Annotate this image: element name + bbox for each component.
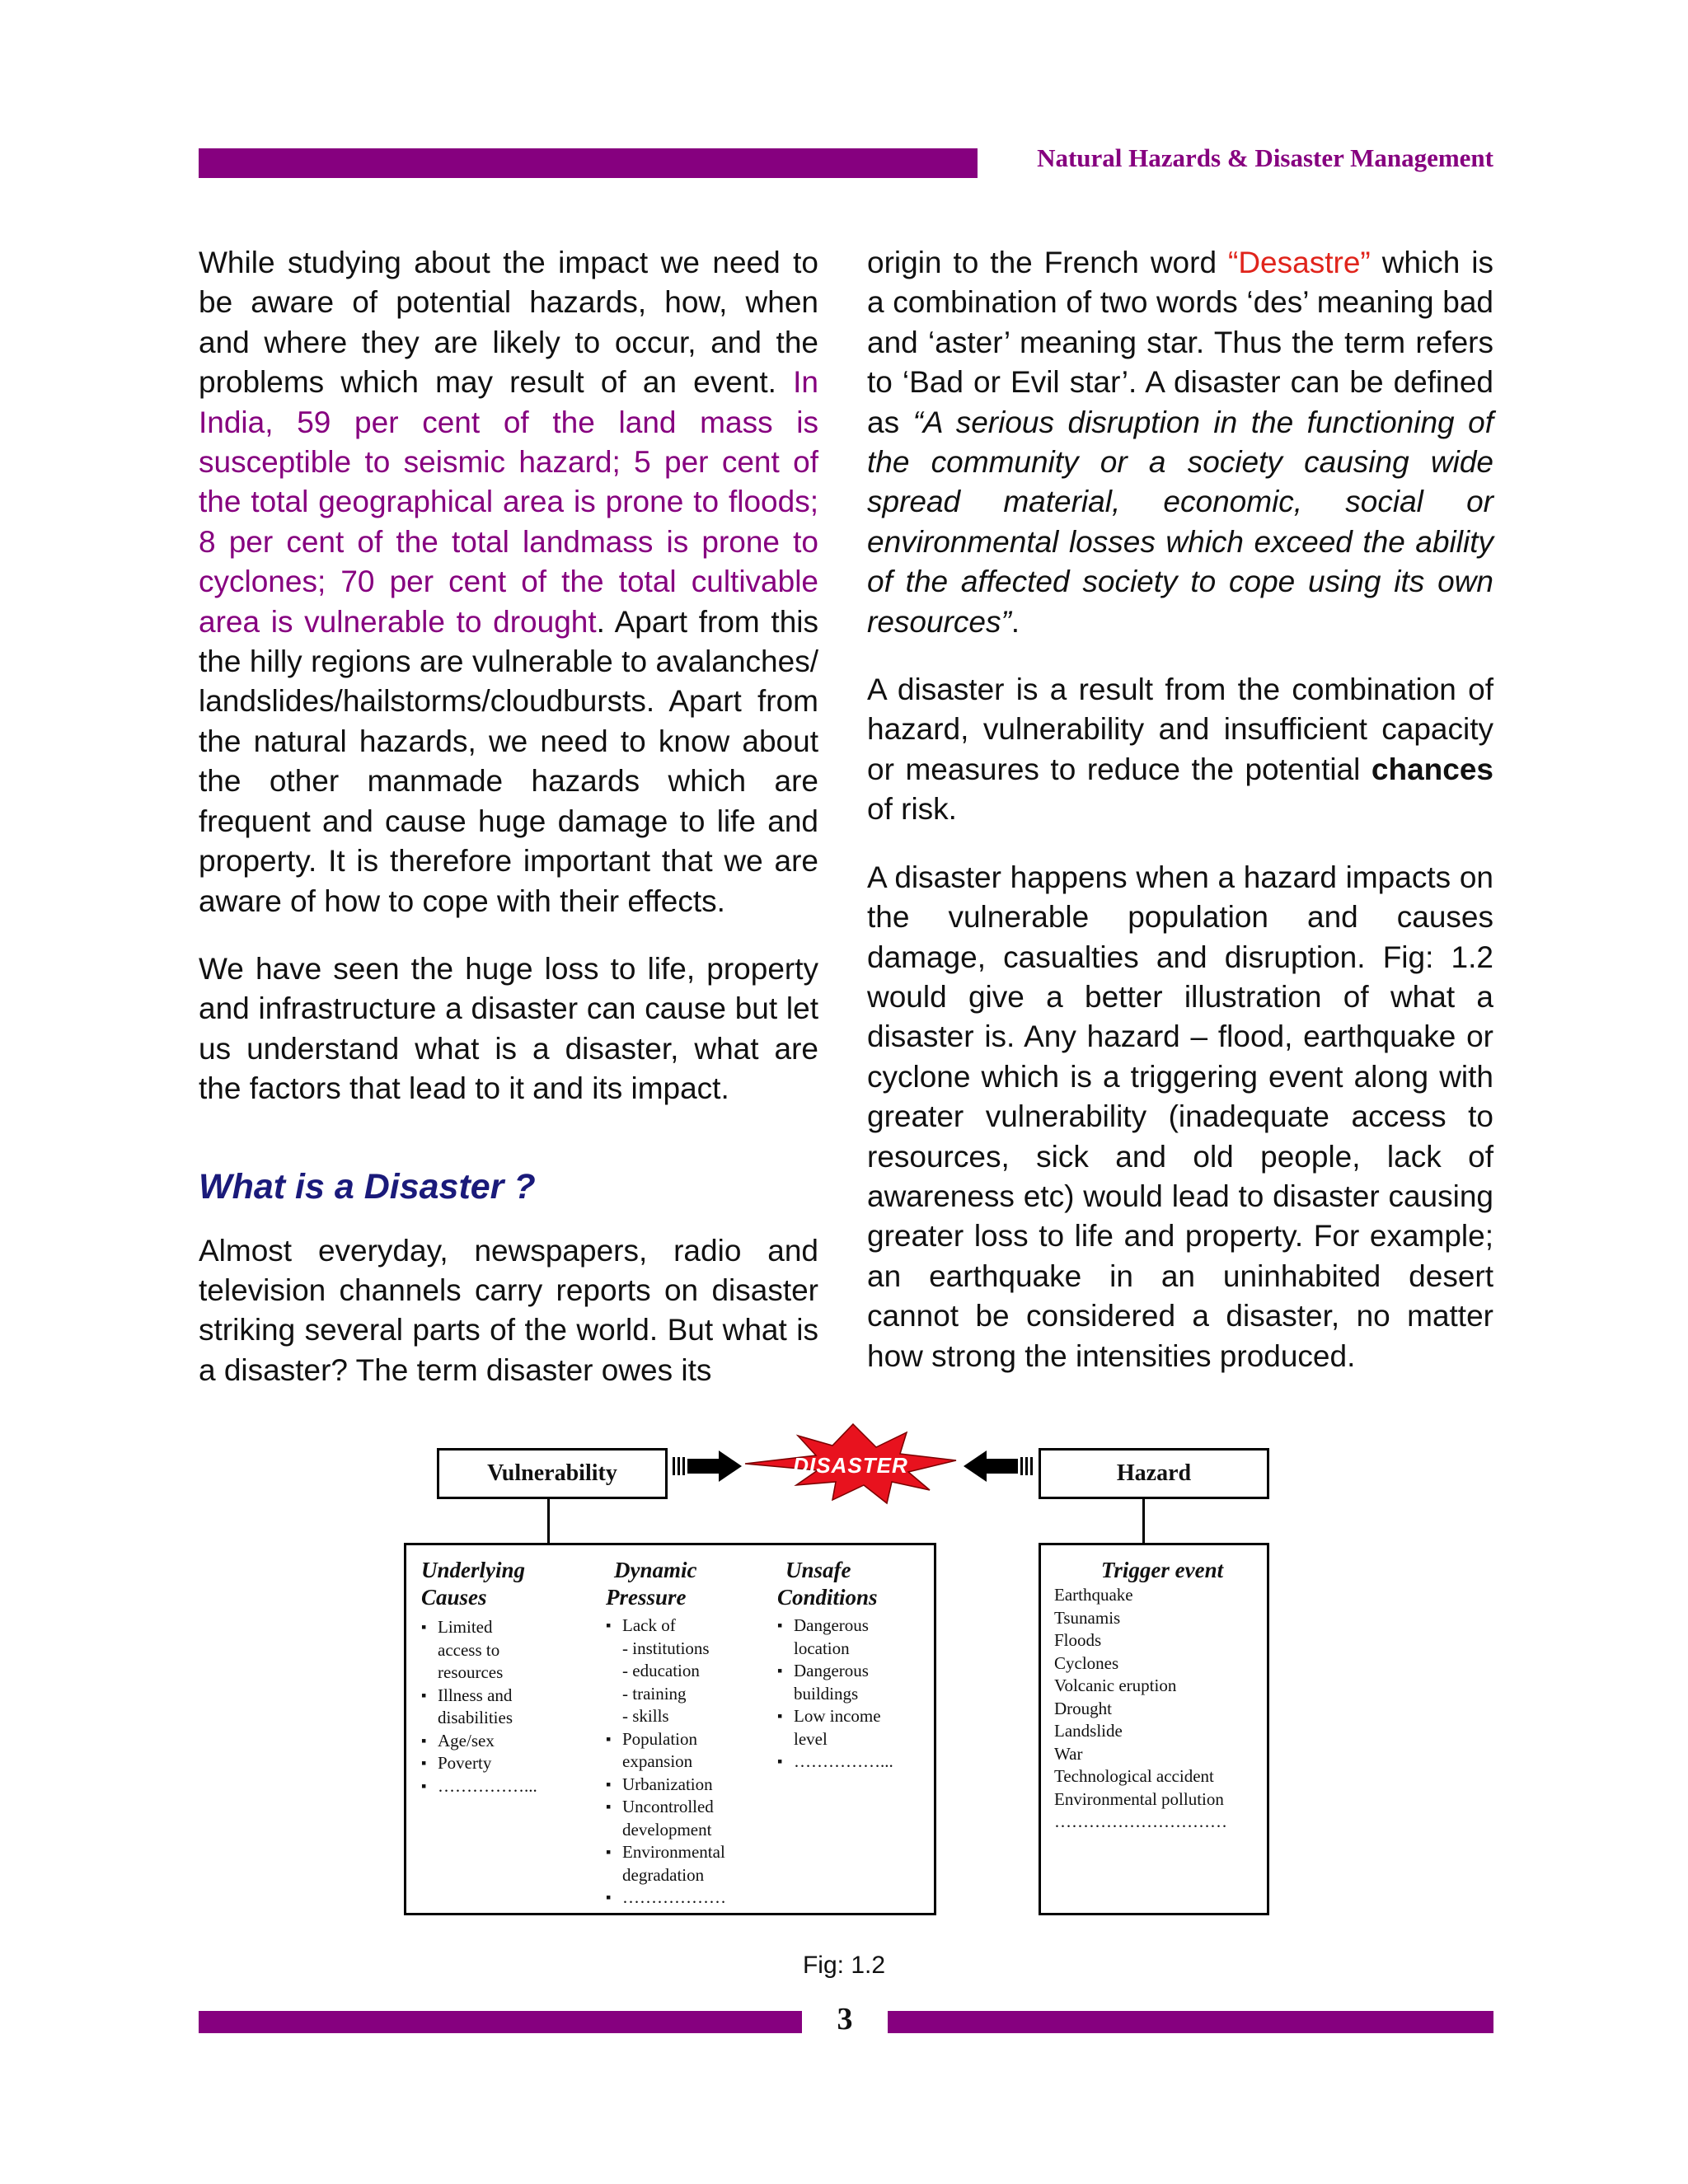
origin-text: origin to the French word [867,246,1229,279]
underlying-causes-heading: Underlying Causes [421,1558,526,1610]
list-item: Technological accident [1054,1766,1214,1786]
list-item: ▪ Poverty [421,1752,603,1775]
disaster-diagram [396,1418,1294,1945]
figure-caption: Fig: 1.2 [802,1952,886,1979]
quote-end: . [1010,604,1020,639]
left-column [199,243,818,1390]
list-item: ▪ ……………... [777,1750,926,1774]
intro-text: While studying about the impact we need to be aware of potential hazards, how, when and where they are likely to occur, and the problems which may result of an event. [199,246,818,400]
dynamic-pressure-heading: Dynamic Pressure [606,1558,697,1610]
paragraph-intro [199,243,818,921]
list-item: - training [622,1683,687,1704]
dynamic-pressure-column [606,1557,754,1910]
trigger-event-heading: Trigger event [1100,1558,1224,1582]
definition-quote: “A serious disruption in the functioning of the community or a society causing wide spread material, economic, social or environmental losses which exceed the ability of the affected society to cope using its own resources” [867,405,1493,639]
list-item: ▪ Lack of [606,1615,754,1638]
list-item: ▪ Population expansion [606,1728,721,1774]
vulnerability-connector [547,1497,550,1543]
bold-word: chances [1371,752,1493,786]
list-item: Cyclones [1054,1652,1119,1673]
paragraph-disaster-happens: A disaster happens when a hazard impacts on the vulnerable population and causes damage, casualties and disruption. Fig: 1.2 would give a better illustration of what a disaster is. Any hazard – flood, earthquake or cyclone which is a triggering event along with greater vulnerability (inadequate access to resources, sick and old people, lack of awareness etc) would lead to disaster causing greater loss to life and property. For example; an earthquake in an uninhabited desert cannot be considered a disaster, no matter how strong the intensities produced. [867,860,1493,1373]
footer-bar-left [199,2011,802,2033]
paragraph-loss: We have seen the huge loss to life, property and infrastructure a disaster can cause but let us understand what is a disaster, what are the factors that lead to it and its impact. [199,951,818,1106]
vulnerability-label: Vulnerability [487,1460,617,1486]
list-item: ▪ Environmental degradation [606,1841,746,1886]
list-item: ▪ Age/sex [421,1730,603,1753]
paragraph-combination [867,670,1493,830]
list-item: ▪ Uncontrolled development [606,1796,738,1841]
list-item: Earthquake [1054,1585,1133,1605]
running-header-title: Natural Hazards & Disaster Management [1037,143,1493,172]
unsafe-conditions-heading: Unsafe Conditions [777,1558,878,1610]
list-item: ▪ Low income level [777,1705,901,1750]
list-item: ▪ Dangerous location [777,1615,884,1660]
intro-text-continued: . Apart from this the hilly regions are vulnerable to avalanches/ landslides/hailstorms/cloudbursts. Apart from the natural hazards, we need to know about the other manmade hazards which are frequent and cause huge damage to life and property. It is therefore important that we are aware of how to cope with their effects. [199,604,819,918]
paragraph-origin [867,243,1493,642]
hazard-box [1039,1448,1269,1499]
french-word: “Desastre” [1228,246,1371,279]
list-item: Drought [1054,1698,1112,1718]
trigger-event-box [1039,1543,1269,1915]
list-item: ▪ Dangerous buildings [777,1660,884,1705]
header-bar [199,148,978,178]
vulnerability-box [437,1448,668,1499]
list-item: - education [622,1661,700,1680]
list-item: War [1054,1743,1083,1764]
paragraph-definition-start: Almost everyday, newspapers, radio and television channels carry reports on disaster striking several parts of the world. But what is a disaster? The term disaster owes its [199,1233,818,1387]
list-item: Volcanic eruption [1054,1675,1177,1695]
hazard-connector [1142,1497,1145,1543]
origin-text-continued: which is a combination of two words ‘des’ meaning bad and ‘aster’ meaning star. Thus the term refers to ‘Bad or Evil star’. A disaster can be defined as [867,246,1493,439]
hazard-label: Hazard [1116,1460,1192,1486]
page-number: 3 [837,2002,853,2036]
vulnerability-factors-box [404,1543,936,1915]
combination-text: A disaster is a result from the combination of hazard, vulnerability and insufficient capacity or measures to reduce the potential [867,673,1493,786]
list-item: ▪ Urbanization [606,1774,754,1797]
footer-bar-right [888,2011,1493,2033]
underlying-causes-column [421,1557,603,1797]
list-item: ………………………… [1054,1811,1227,1831]
unsafe-conditions-column [777,1557,926,1774]
highlighted-statistics: In India, 59 per cent of the land mass is susceptible to seismic hazard; 5 per cent of the total geographical area is prone to floods; 8 per cent of the total landmass is prone to cyclones; 70 per cent of the total cultivable area is vulnerable to drought [199,365,818,639]
list-item: - skills [622,1706,669,1726]
list-item: ▪ Limited access to resources [421,1616,520,1685]
section-heading: What is a Disaster ? [199,1166,536,1207]
trigger-event-column [1054,1557,1249,1834]
list-item: ▪ ……………… [606,1886,754,1910]
combination-text-end: of risk. [867,792,957,827]
list-item: Landslide [1054,1721,1123,1741]
right-column [867,243,1493,1376]
right-arrow-icon [964,1451,1033,1482]
list-item: Floods [1054,1630,1102,1650]
list-item: ▪ Illness and disabilities [421,1685,537,1730]
disaster-label: DISASTER [793,1453,908,1478]
list-item: Environmental pollution [1054,1788,1224,1809]
left-arrow-icon [673,1451,742,1482]
list-item: ▪ ……………... [421,1775,603,1798]
list-item: - institutions [622,1638,710,1658]
list-item: Tsunamis [1054,1607,1121,1628]
